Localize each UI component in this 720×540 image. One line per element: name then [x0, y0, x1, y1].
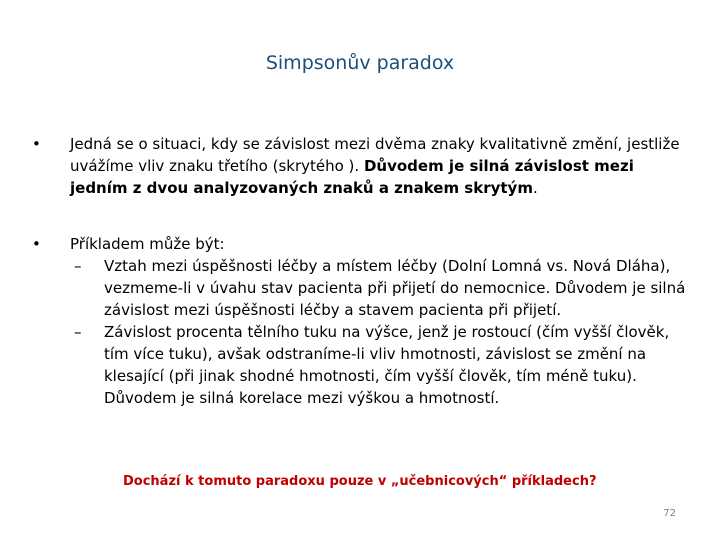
- bullet-marker: •: [32, 135, 41, 153]
- examples-heading: Příkladem může být:: [70, 235, 225, 253]
- bullet-examples: [32, 233, 692, 409]
- question-text: Dochází k tomuto paradoxu pouze v „učebnicových“ příkladech?: [123, 474, 597, 489]
- dash-marker: –: [74, 323, 82, 341]
- definition-text: Jedná se o situaci, kdy se závislost mezi dvěma znaky kvalitativně změní, jestliže uvážíme vliv znaku třetího (skrytého ).: [70, 135, 680, 175]
- sub-item-treatment: [74, 255, 692, 321]
- bullet-text: [70, 133, 692, 199]
- sub-item-body-fat: [74, 321, 692, 409]
- slide-title: Simpsonův paradox: [265, 52, 455, 74]
- definition-period: .: [532, 179, 538, 197]
- sub-item-text: Vztah mezi úspěšnosti léčby a místem léčby (Dolní Lomná vs. Nová Dláha), vezmeme-li v úvahu stav pacienta při přijetí do nemocnice. Důvodem je silná závislost mezi úspěšnosti léčby a stavem pacienta při přijetí.: [104, 257, 686, 319]
- bullet-definition: [32, 133, 692, 199]
- definition-reason-bold: Důvodem je silná závislost mezi jedním z dvou analyzovaných znaků a znakem skrytým: [70, 157, 634, 197]
- dash-marker: –: [74, 257, 82, 275]
- sub-item-text: Závislost procenta tělního tuku na výšce, jenž je rostoucí (čím vyšší člověk, tím více tuku), avšak odstraníme-li vliv hmotnosti, závislost se změní na klesající (při jinak shodné hmotnosti, čím vyšší člověk, tím méně tuku). Důvodem je silná korelace mezi výškou a hmotností.: [104, 323, 670, 407]
- bullet-marker: •: [32, 235, 41, 253]
- page-number: 72: [663, 508, 676, 519]
